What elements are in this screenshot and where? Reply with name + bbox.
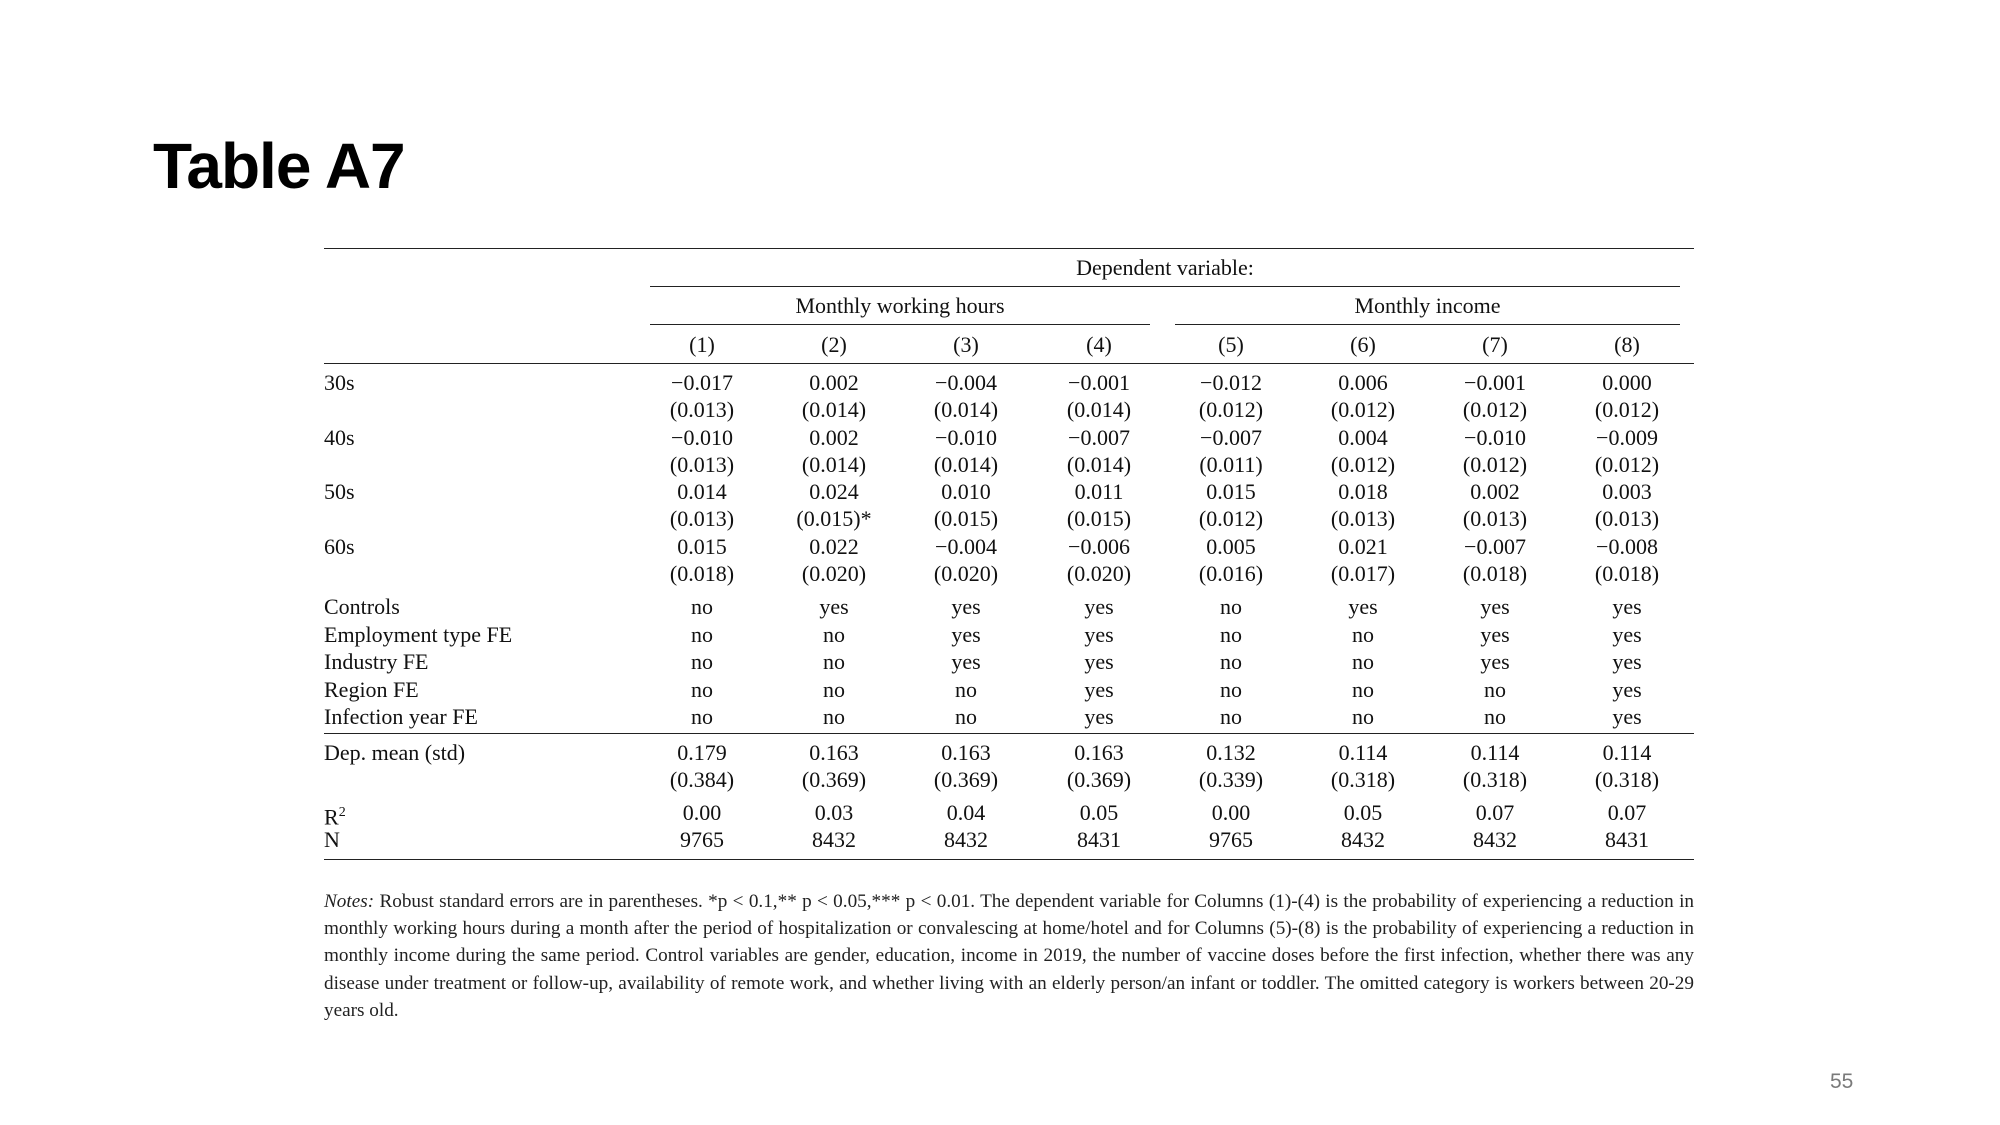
coef-cell: 0.002	[1470, 479, 1520, 504]
se-cell: (0.020)	[801, 560, 867, 586]
fe-cell: no	[1220, 594, 1242, 619]
se-cell: (0.013)	[669, 506, 735, 531]
fe-cell: yes	[1480, 621, 1510, 647]
fe-cell: yes	[1612, 704, 1642, 729]
fe-cell: yes	[1084, 704, 1114, 729]
r2-cell: 0.07	[1475, 800, 1515, 825]
se-cell: (0.014)	[801, 451, 867, 477]
coef-cell: 0.004	[1338, 424, 1388, 450]
fe-cell: yes	[951, 621, 981, 647]
dep-std-cell: (0.339)	[1198, 767, 1264, 792]
coef-cell: −0.007	[1200, 424, 1262, 450]
n-cell: 8432	[1341, 827, 1385, 852]
fe-cell: no	[955, 676, 977, 702]
notes-text: Robust standard errors are in parentheses. *p < 0.1,** p < 0.05,*** p < 0.01. The dependent variable for Columns (1)-(4) is the probability of experiencing a reduction in monthly working hours during a month after the period of hospitalization or convalescing at home/hotel and for Columns (5)-(8) is the probability of experiencing a reduction in monthly income during the same period. Control variables are gender, education, income in 2019, the number of vaccine doses before the first infection, whether there was any disease under treatment or follow-up, availability of remote work, and whether living with an elderly person/an infant or toddler. The omitted category is workers between 20-29 years old.	[324, 891, 1694, 1021]
slide-title: Table A7	[153, 130, 405, 202]
n-cell: 8431	[1077, 827, 1121, 852]
se-cell: (0.017)	[1330, 560, 1396, 586]
se-cell: (0.014)	[801, 397, 867, 422]
coef-cell: −0.010	[671, 424, 733, 450]
table-bottom-rule	[324, 859, 1694, 860]
fe-cell: yes	[1612, 676, 1642, 702]
fe-row-label: Region FE	[324, 676, 419, 702]
se-cell: (0.016)	[1198, 560, 1264, 586]
coef-cell: −0.007	[1464, 533, 1526, 559]
se-cell: (0.014)	[933, 451, 999, 477]
fe-row-label: Controls	[324, 594, 400, 619]
se-cell: (0.015)	[1066, 506, 1132, 531]
fe-cell: no	[955, 704, 977, 729]
fe-cell: no	[691, 594, 713, 619]
r2-cell: 0.05	[1079, 800, 1119, 825]
coef-cell: 0.006	[1338, 370, 1388, 395]
fe-cell: no	[1220, 649, 1242, 674]
dep-std-cell: (0.318)	[1462, 767, 1528, 792]
coef-cell: 0.022	[809, 533, 859, 559]
fe-cell: yes	[1084, 594, 1114, 619]
coef-cell: 0.024	[809, 479, 859, 504]
coef-cell: −0.008	[1596, 533, 1658, 559]
coef-cell: 0.015	[677, 533, 727, 559]
fe-cell: no	[823, 676, 845, 702]
r2-cell: 0.07	[1607, 800, 1647, 825]
group-rule-income	[1175, 324, 1680, 325]
fe-cell: yes	[1084, 676, 1114, 702]
coef-cell: −0.007	[1068, 424, 1130, 450]
n-cell: 8432	[812, 827, 856, 852]
fe-row-label: Infection year FE	[324, 704, 478, 729]
column-number-4: (4)	[1086, 332, 1112, 357]
fe-cell: no	[1220, 704, 1242, 729]
page-number: 55	[1830, 1070, 1854, 1093]
column-number-5: (5)	[1218, 332, 1244, 357]
se-cell: (0.013)	[1594, 506, 1660, 531]
row-label-50s: 50s	[324, 479, 355, 504]
se-cell: (0.012)	[1330, 397, 1396, 422]
r2-cell: 0.00	[1211, 800, 1251, 825]
se-cell: (0.012)	[1462, 451, 1528, 477]
se-cell: (0.012)	[1330, 451, 1396, 477]
coef-cell: 0.010	[941, 479, 991, 504]
se-cell: (0.013)	[669, 451, 735, 477]
n-cell: 8431	[1605, 827, 1649, 852]
se-cell: (0.013)	[1330, 506, 1396, 531]
fe-cell: no	[691, 676, 713, 702]
dep-mean-cell: 0.163	[1074, 740, 1124, 765]
fe-cell: no	[1352, 649, 1374, 674]
fe-cell: yes	[1084, 621, 1114, 647]
fe-cell: yes	[1480, 649, 1510, 674]
fe-cell: yes	[951, 594, 981, 619]
fe-cell: no	[691, 649, 713, 674]
coef-cell: −0.004	[935, 533, 997, 559]
coef-cell: −0.009	[1596, 424, 1658, 450]
coef-cell: 0.002	[809, 424, 859, 450]
r2-label-superscript: 2	[338, 805, 346, 820]
r2-cell: 0.03	[814, 800, 854, 825]
fe-cell: no	[823, 621, 845, 647]
dep-std-cell: (0.369)	[1066, 767, 1132, 792]
controls-bottom-rule	[324, 733, 1694, 734]
coef-cell: 0.003	[1602, 479, 1652, 504]
se-cell: (0.020)	[1066, 560, 1132, 586]
r2-cell: 0.05	[1343, 800, 1383, 825]
se-cell: (0.015)	[933, 506, 999, 531]
fe-cell: no	[1352, 704, 1374, 729]
se-cell: (0.020)	[933, 560, 999, 586]
se-cell: (0.012)	[1462, 397, 1528, 422]
fe-cell: no	[823, 704, 845, 729]
row-label-30s: 30s	[324, 370, 355, 395]
coef-cell: −0.010	[1464, 424, 1526, 450]
n-label: N	[324, 827, 340, 852]
se-cell: (0.014)	[1066, 397, 1132, 422]
n-cell: 9765	[680, 827, 724, 852]
r2-label-text: R	[324, 804, 339, 830]
r2-cell: 0.04	[946, 800, 986, 825]
column-number-6: (6)	[1350, 332, 1376, 357]
fe-cell: yes	[1612, 649, 1642, 674]
coef-cell: 0.018	[1338, 479, 1388, 504]
coef-cell: 0.014	[677, 479, 727, 504]
group-header-working-hours: Monthly working hours	[795, 293, 1005, 318]
dep-std-cell: (0.318)	[1330, 767, 1396, 792]
se-cell: (0.012)	[1594, 451, 1660, 477]
fe-cell: no	[1352, 621, 1374, 647]
fe-cell: yes	[1612, 621, 1642, 647]
fe-cell: no	[691, 621, 713, 647]
se-cell: (0.012)	[1594, 397, 1660, 422]
se-cell: (0.018)	[1462, 560, 1528, 586]
se-cell: (0.014)	[1066, 451, 1132, 477]
fe-cell: yes	[1348, 594, 1378, 619]
dep-mean-cell: 0.114	[1470, 740, 1520, 765]
fe-cell: no	[823, 649, 845, 674]
coef-cell: −0.010	[935, 424, 997, 450]
se-cell: (0.014)	[933, 397, 999, 422]
coef-cell: −0.006	[1068, 533, 1130, 559]
dependent-variable-header: Dependent variable:	[1076, 255, 1254, 280]
column-number-1: (1)	[689, 332, 715, 357]
fe-cell: no	[1220, 676, 1242, 702]
se-cell: (0.012)	[1198, 397, 1264, 422]
dependent-variable-rule	[650, 286, 1680, 287]
coef-cell: 0.000	[1602, 370, 1652, 395]
fe-cell: no	[1484, 704, 1506, 729]
r2-cell: 0.00	[682, 800, 722, 825]
row-label-40s: 40s	[324, 424, 355, 450]
fe-cell: no	[1220, 621, 1242, 647]
column-number-3: (3)	[953, 332, 979, 357]
dep-mean-label: Dep. mean (std)	[324, 740, 466, 765]
n-cell: 9765	[1209, 827, 1253, 852]
se-cell: (0.012)	[1198, 506, 1264, 531]
dep-mean-cell: 0.114	[1338, 740, 1388, 765]
dep-std-cell: (0.318)	[1594, 767, 1660, 792]
se-cell: (0.018)	[669, 560, 735, 586]
coef-cell: −0.004	[935, 370, 997, 395]
dep-mean-cell: 0.163	[941, 740, 991, 765]
fe-cell: no	[691, 704, 713, 729]
se-cell: (0.018)	[1594, 560, 1660, 586]
table-notes	[324, 888, 1694, 1024]
coef-cell: −0.001	[1464, 370, 1526, 395]
coef-cell: −0.017	[671, 370, 733, 395]
coef-cell: 0.011	[1074, 479, 1124, 504]
coef-cell: 0.015	[1206, 479, 1256, 504]
se-cell: (0.013)	[669, 397, 735, 422]
column-number-7: (7)	[1482, 332, 1508, 357]
header-bottom-rule	[324, 363, 1694, 364]
fe-cell: yes	[1612, 594, 1642, 619]
se-cell: (0.013)	[1462, 506, 1528, 531]
coef-cell: −0.001	[1068, 370, 1130, 395]
row-label-60s: 60s	[324, 533, 355, 559]
fe-cell: yes	[951, 649, 981, 674]
fe-row-label: Employment type FE	[324, 621, 513, 647]
group-header-income: Monthly income	[1354, 293, 1501, 318]
n-cell: 8432	[1473, 827, 1517, 852]
se-cell: (0.015)*	[796, 506, 872, 531]
coef-cell: 0.002	[809, 370, 859, 395]
dep-mean-cell: 0.163	[809, 740, 859, 765]
fe-cell: yes	[1480, 594, 1510, 619]
column-number-8: (8)	[1614, 332, 1640, 357]
dep-std-cell: (0.369)	[933, 767, 999, 792]
se-cell: (0.011)	[1199, 451, 1263, 477]
coef-cell: 0.021	[1338, 533, 1388, 559]
coef-cell: −0.012	[1200, 370, 1262, 395]
fe-cell: no	[1484, 676, 1506, 702]
dep-mean-cell: 0.132	[1206, 740, 1256, 765]
dep-mean-cell: 0.179	[677, 740, 727, 765]
group-rule-working-hours	[650, 324, 1150, 325]
dep-std-cell: (0.384)	[669, 767, 735, 792]
dep-mean-cell: 0.114	[1602, 740, 1652, 765]
table-top-rule	[324, 248, 1694, 249]
coef-cell: 0.005	[1206, 533, 1256, 559]
fe-cell: yes	[1084, 649, 1114, 674]
notes-lead: Notes:	[324, 891, 375, 912]
column-number-2: (2)	[821, 332, 847, 357]
fe-cell: no	[1352, 676, 1374, 702]
n-cell: 8432	[944, 827, 988, 852]
fe-cell: yes	[819, 594, 849, 619]
dep-std-cell: (0.369)	[801, 767, 867, 792]
fe-row-label: Industry FE	[324, 649, 429, 674]
